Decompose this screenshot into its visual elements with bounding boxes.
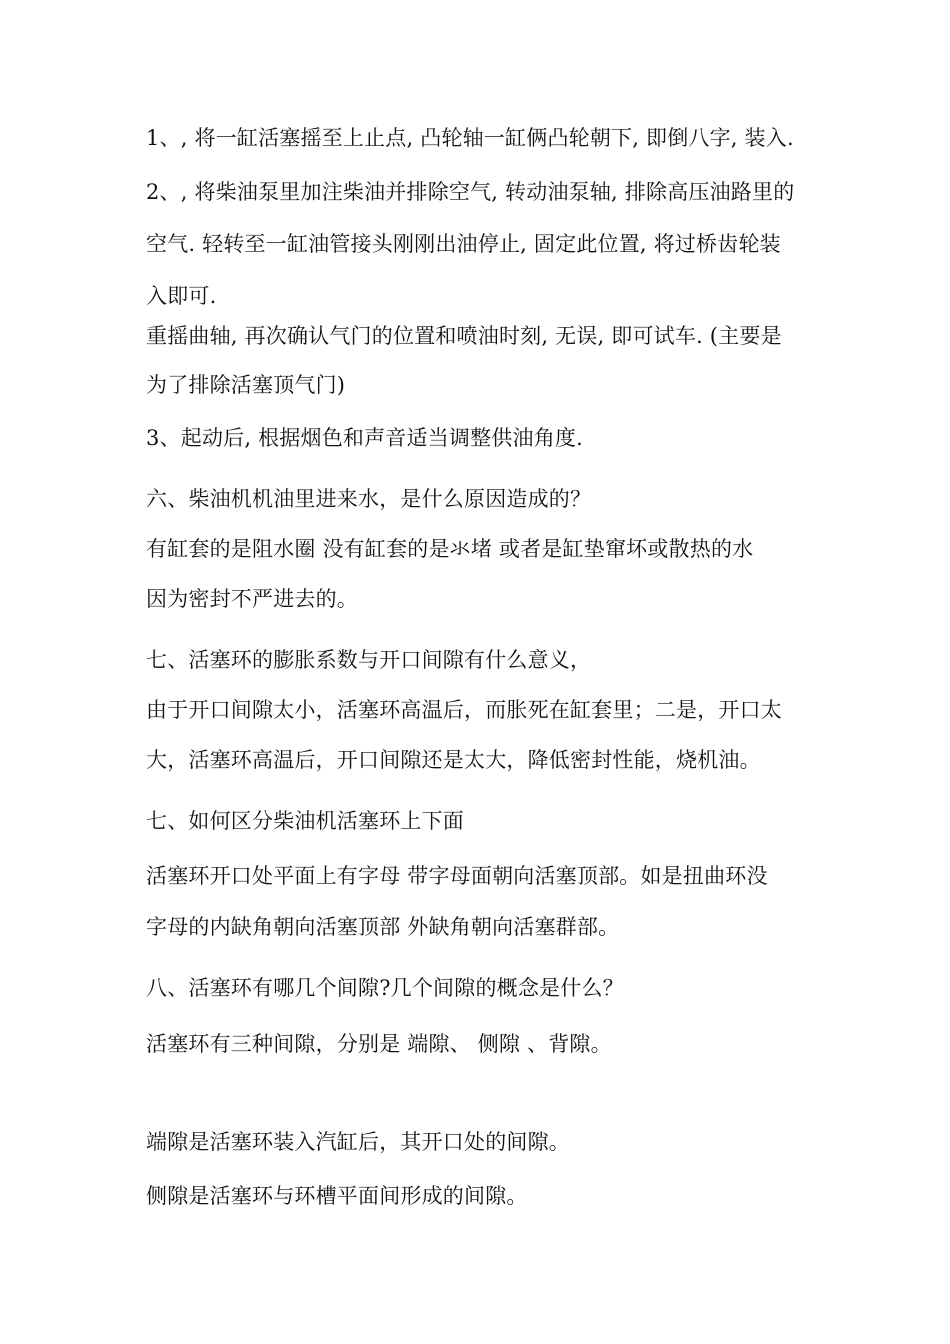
step-3-text: 3、起动后, 根据烟色和声音适当调整供油角度. (146, 426, 583, 450)
section-6-body-line-1: 有缸套的是阻水圈 没有缸套的是氺堵 或者是缸垫窜坏或散热的水 (146, 537, 754, 561)
side-gap-definition: 侧隙是活塞环与环槽平面间形成的间隙。 (146, 1184, 528, 1208)
section-7b-body-line-2: 字母的内缺角朝向活塞顶部 外缺角朝向活塞群部。 (146, 915, 620, 939)
section-7a-heading: 七、活塞环的膨胀系数与开口间隙有什么意义， (146, 648, 592, 672)
section-6-heading: 六、柴油机机油里进来水，是什么原因造成的？ (146, 487, 592, 511)
section-8-body: 活塞环有三种间隙，分别是 端隙、 侧隙 、背隙。 (146, 1032, 612, 1056)
step-1-text: 1、, 将一缸活塞摇至上止点, 凸轮轴一缸俩凸轮朝下, 即倒八字, 装入. (146, 126, 794, 150)
section-6-body-line-2: 因为密封不严进去的。 (146, 587, 358, 611)
section-7b-body-line-1: 活塞环开口处平面上有字母 带字母面朝向活塞顶部。如是扭曲环没 (146, 864, 768, 888)
section-8-heading: 八、活塞环有哪几个间隙?几个间隙的概念是什么？ (146, 976, 624, 1000)
section-7a-body-line-1: 由于开口间隙太小，活塞环高温后，而胀死在缸套里；二是，开口太 (146, 698, 782, 722)
step-2-text-line-3: 入即可. (146, 284, 217, 308)
section-7a-body-line-2: 大，活塞环高温后，开口间隙还是太大，降低密封性能，烧机油。 (146, 748, 761, 772)
crankshaft-note-line-1: 重摇曲轴, 再次确认气门的位置和喷油时刻, 无误, 即可试车. (主要是 (146, 324, 782, 348)
crankshaft-note-line-2: 为了排除活塞顶气门) (146, 373, 346, 397)
section-7b-heading: 七、如何区分柴油机活塞环上下面 (146, 809, 464, 833)
end-gap-definition: 端隙是活塞环装入汽缸后，其开口处的间隙。 (146, 1130, 570, 1154)
step-2-text-line-1: 2、, 将柴油泵里加注柴油并排除空气, 转动油泵轴, 排除高压油路里的 (146, 180, 795, 204)
step-2-text-line-2: 空气. 轻转至一缸油管接头刚刚出油停止, 固定此位置, 将过桥齿轮装 (146, 232, 781, 256)
